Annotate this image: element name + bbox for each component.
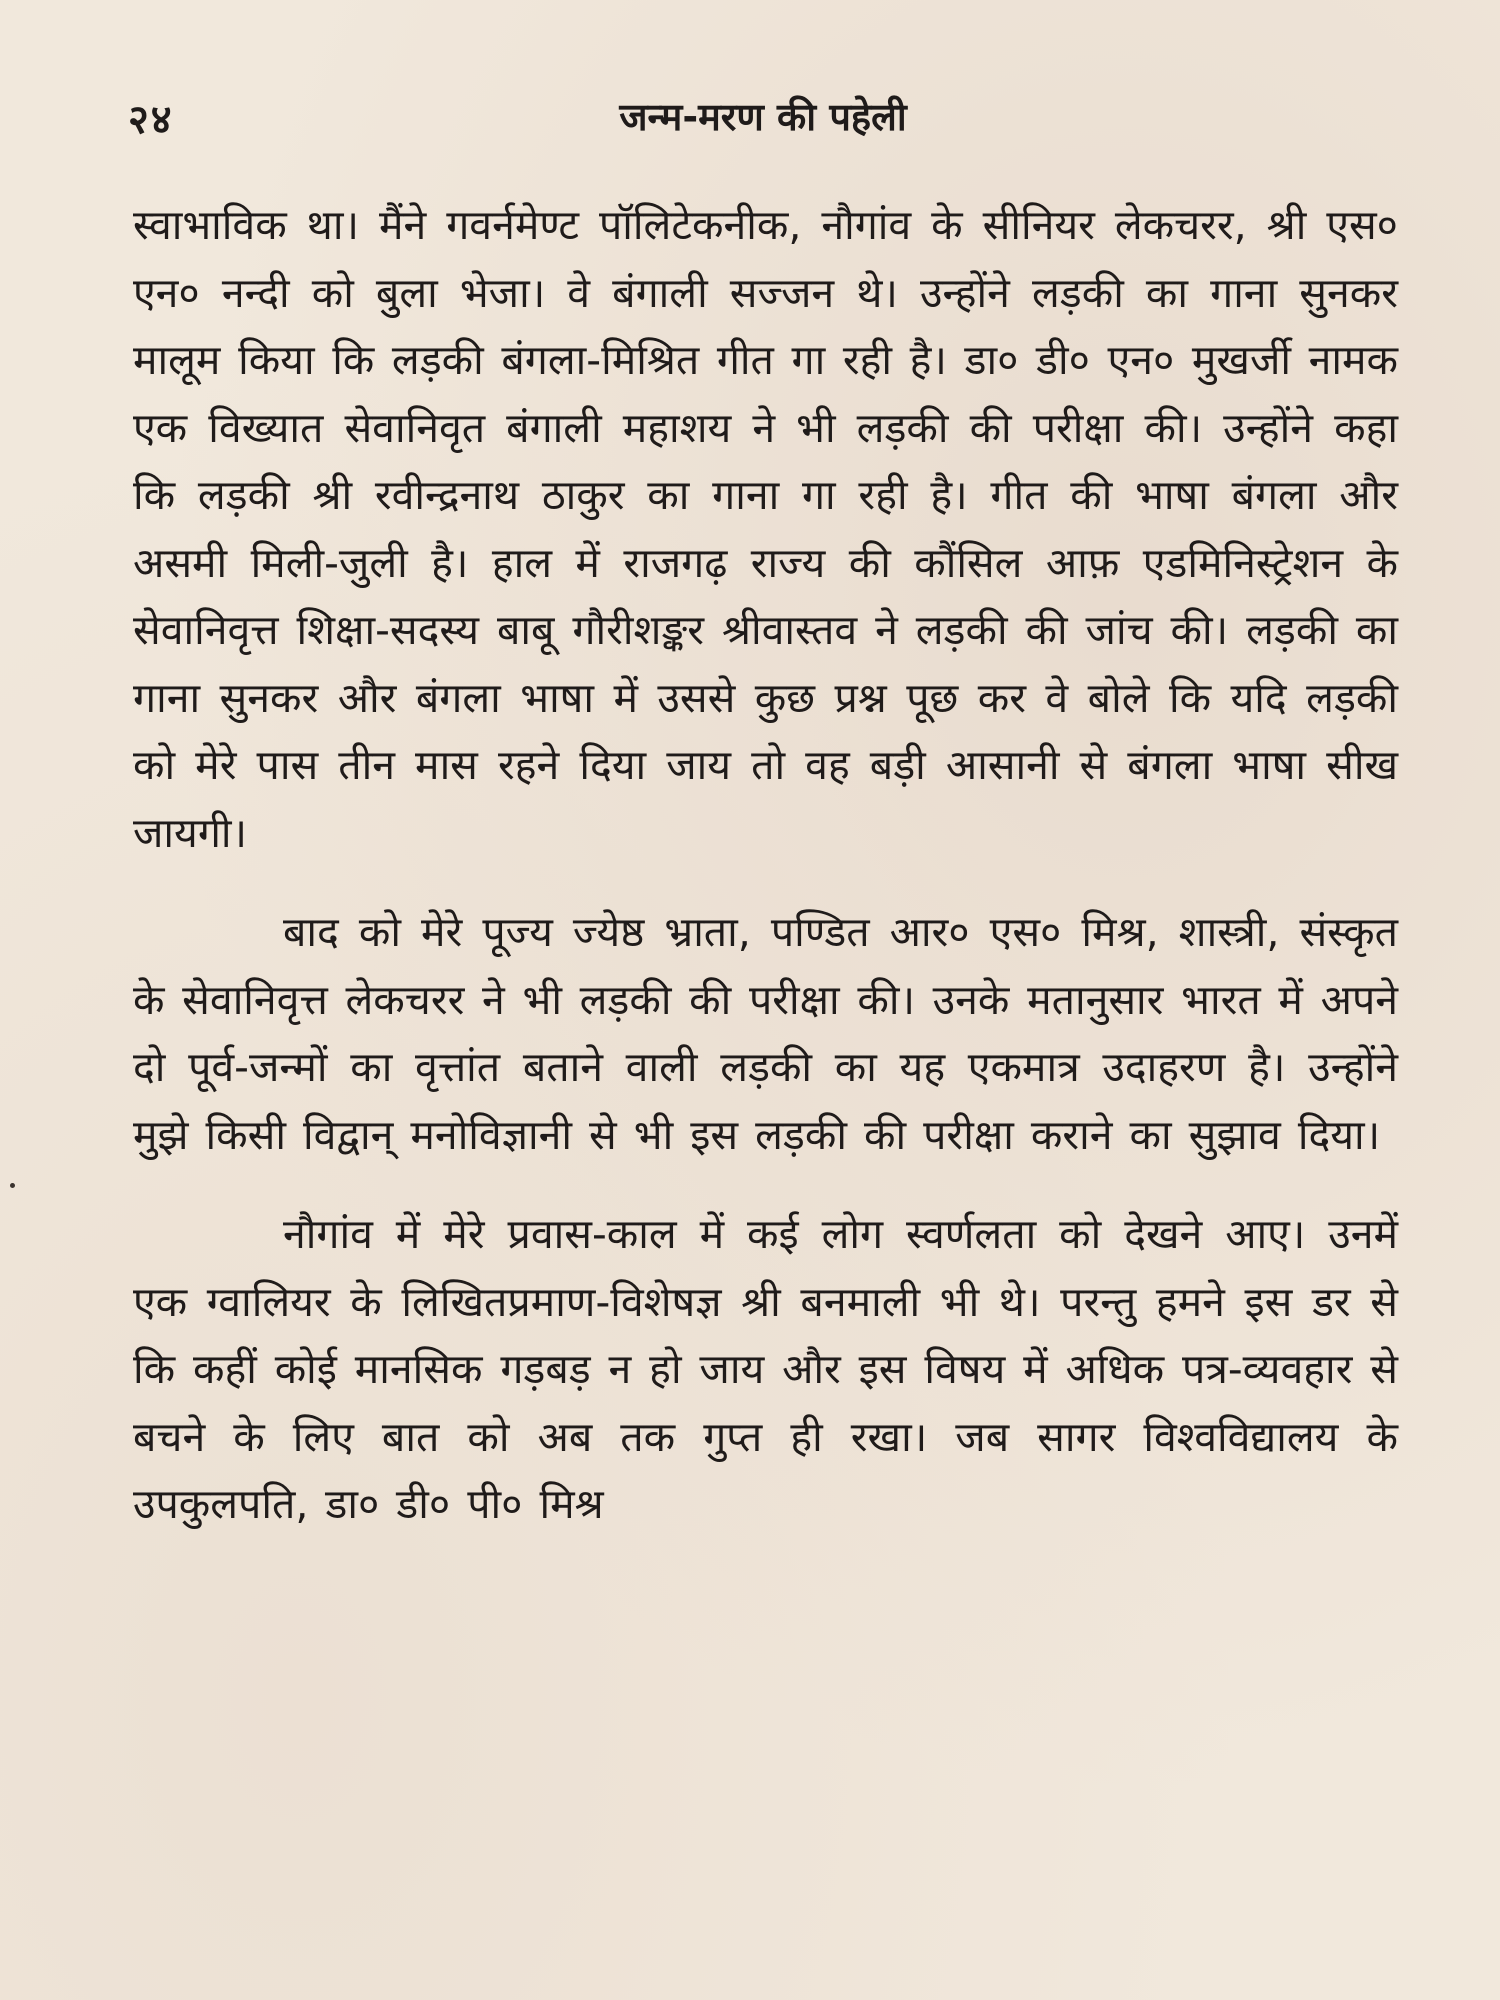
page-number: २४: [128, 97, 174, 143]
ink-speck: [10, 1183, 15, 1188]
page-header: [128, 90, 1398, 150]
paragraph-2: बाद को मेरे पूज्य ज्येष्ठ भ्राता, पण्डित आर० एस० मिश्र, शास्त्री, संस्कृत के सेवानिवृत्त लेकचरर ने भी लड़की की परीक्षा की। उनके मतानुसार भारत में अपने दो पूर्व-जन्मों का वृत्तांत बताने वाली लड़की का यह एकमात्र उदाहरण है। उन्होंने मुझे किसी विद्वान् मनोविज्ञानी से भी इस लड़की की परीक्षा कराने का सुझाव दिया।: [133, 908, 1398, 1159]
body-text: [133, 192, 1398, 1539]
paragraph-3: नौगांव में मेरे प्रवास-काल में कई लोग स्वर्णलता को देखने आए। उनमें एक ग्वालियर के लिखितप्रमाण-विशेषज्ञ श्री बनमाली भी थे। परन्तु हमने इस डर से कि कहीं कोई मानसिक गड़बड़ न हो जाय और इस विषय में अधिक पत्र-व्यवहार से बचने के लिए बात को अब तक गुप्त ही रखा। जब सागर विश्वविद्यालय के उपकुलपति, डा० डी० पी० मिश्र: [133, 1210, 1398, 1528]
paragraph-1: स्वाभाविक था। मैंने गवर्नमेण्ट पॉलिटेकनीक, नौगांव के सीनियर लेकचरर, श्री एस० एन० नन्दी को बुला भेजा। वे बंगाली सज्जन थे। उन्होंने लड़की का गाना सुनकर मालूम किया कि लड़की बंगला-मिश्रित गीत गा रही है। डा० डी० एन० मुखर्जी नामक एक विख्यात सेवानिवृत बंगाली महाशय ने भी लड़की की परीक्षा की। उन्होंने कहा कि लड़की श्री रवीन्द्रनाथ ठाकुर का गाना गा रही है। गीत की भाषा बंगला और असमी मिली-जुली है। हाल में राजगढ़ राज्य की कौंसिल आफ़ एडमिनिस्ट्रेशन के सेवानिवृत्त शिक्षा-सदस्य बाबू गौरीशङ्कर श्रीवास्तव ने लड़की की जांच की। लड़की का गाना सुनकर और बंगला भाषा में उससे कुछ प्रश्न पूछ कर वे बोले कि यदि लड़की को मेरे पास तीन मास रहने दिया जाय तो वह बड़ी आसानी से बंगला भाषा सीख जायगी।: [133, 201, 1398, 857]
running-title: जन्म-मरण की पहेली: [619, 95, 907, 139]
